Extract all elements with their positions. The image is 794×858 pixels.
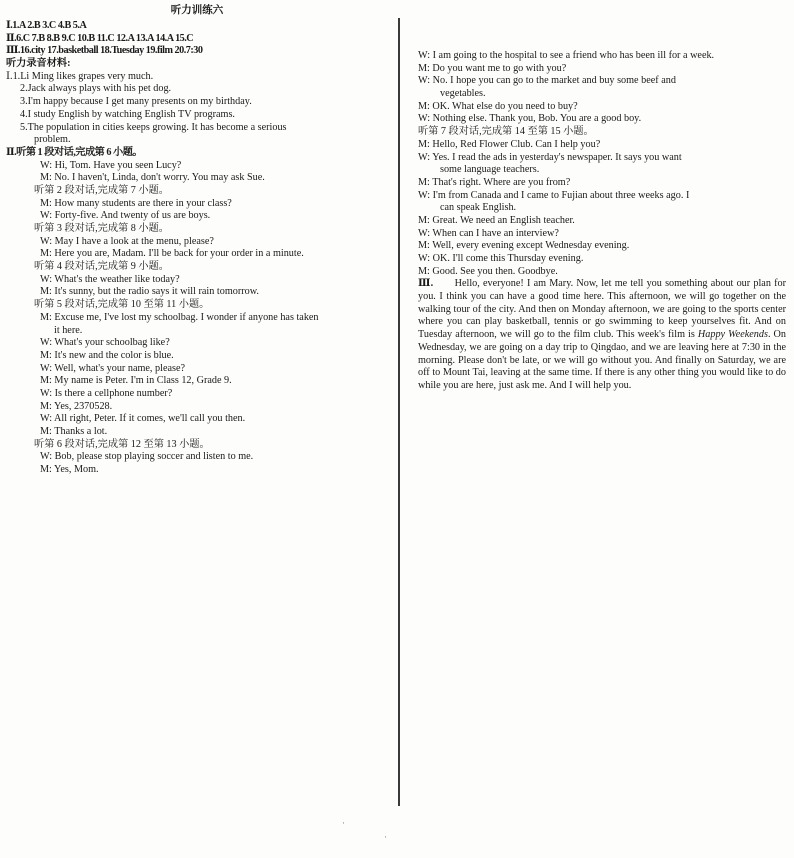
part2-dialogues-right — [418, 50, 786, 278]
sentence: Ⅰ.1.Li Ming likes grapes very much. — [6, 70, 154, 82]
dialogue-continuation: vegetables. — [440, 88, 486, 100]
page-title: 听力训练六 — [170, 5, 224, 16]
dialogue-continuation: some language teachers. — [440, 164, 540, 176]
dialogue-line: W: Is there a cellphone number? — [40, 387, 173, 399]
dialogue-line: M: It's new and the color is blue. — [40, 349, 174, 361]
section-heading: Ⅱ.听第 1 段对话,完成第 6 小题。 — [6, 146, 143, 158]
dialogue-line: W: Hi, Tom. Have you seen Lucy? — [40, 159, 182, 171]
materials-heading: 听力录音材料: — [6, 58, 71, 70]
sentence: 4.I study English by watching English TV programs. — [20, 108, 235, 120]
segment-instruction: 听第 3 段对话,完成第 8 小题。 — [34, 223, 169, 234]
dialogue-continuation: it here. — [54, 324, 83, 336]
film-title: Happy Weekends — [697, 329, 768, 341]
dialogue-line: W: What's your schoolbag like? — [40, 337, 170, 349]
dialogue-continuation: can speak English. — [440, 202, 517, 214]
passage-text-continued: . On Wednesday, we are going on a day trip to Qingdao, and we are leaving here at 7:30 in the morning. Please don't be late, or we will go without you. And finally on Saturday, we are off to Mount Tai, leaving at the same time. If there is any other thing you would like to do while you are here, just ask me. And I will help you. — [418, 329, 786, 391]
left-column — [6, 20, 390, 477]
scan-speck: · — [342, 818, 345, 828]
part2-dialogues-left — [6, 147, 390, 477]
dialogue-line: W: I am going to the hospital to see a friend who has been ill for a week. — [418, 50, 715, 61]
dialogue-line: W: May I have a look at the menu, please? — [40, 235, 214, 247]
dialogue-line: W: OK. I'll come this Thursday evening. — [418, 253, 584, 264]
right-column — [418, 50, 786, 393]
dialogue-line: M: Yes, Mom. — [40, 464, 99, 476]
dialogue-line: W: Yes. I read the ads in yesterday's newspaper. It says you want — [418, 151, 682, 163]
passage-text: Hello, everyone! I am Mary. Now, let me tell you something about our plan for you. I think you can have a good time here. This afternoon, we will go together on the walking tour of the city. And then on Monday afternoon, we are going to the sports center where you can play basketball, tennis or go swimming to keep yourselves fit. And on Tuesday afternoon, we will go to the film club. This week's film is — [418, 278, 787, 341]
dialogue-line: M: Great. We need an English teacher. — [418, 214, 575, 226]
dialogue-line: M: It's sunny, but the radio says it will rain tomorrow. — [40, 286, 259, 298]
sentence: 3.I'm happy because I get many presents on my birthday. — [20, 96, 252, 108]
sentence: 5.The population in cities keeps growing. It has become a serious — [20, 121, 287, 133]
part3-passage — [418, 278, 786, 392]
segment-instruction: 听第 7 段对话,完成第 14 至第 15 小题。 — [418, 126, 594, 138]
dialogue-line: M: That's right. Where are you from? — [418, 176, 571, 188]
segment-instruction: 听第 2 段对话,完成第 7 小题。 — [34, 184, 169, 196]
dialogue-line: M: OK. What else do you need to buy? — [418, 100, 578, 112]
segment-instruction: 听第 6 段对话,完成第 12 至第 13 小题。 — [34, 438, 210, 450]
dialogue-line: M: Good. See you then. Goodbye. — [418, 265, 558, 277]
sentence: 2.Jack always plays with his pet dog. — [20, 83, 172, 95]
dialogue-line: W: Well, what's your name, please? — [40, 362, 186, 374]
dialogue-line: M: Well, every evening except Wednesday evening. — [418, 240, 630, 252]
dialogue-line: M: Yes, 2370528. — [40, 400, 113, 412]
dialogue-line: M: Do you want me to go with you? — [418, 62, 567, 74]
dialogue-line: M: Hello, Red Flower Club. Can I help you? — [418, 138, 601, 150]
dialogue-line: M: Excuse me, I've lost my schoolbag. I wonder if anyone has taken — [40, 311, 319, 323]
dialogue-line: M: My name is Peter. I'm in Class 12, Grade 9. — [40, 375, 232, 387]
segment-instruction: 听第 5 段对话,完成第 10 至第 11 小题。 — [34, 299, 210, 311]
dialogue-line: W: No. I hope you can go to the market and buy some beef and — [418, 75, 676, 87]
dialogue-line: W: What's the weather like today? — [40, 273, 180, 285]
dialogue-line: M: No. I haven't, Linda, don't worry. You may ask Sue. — [40, 172, 265, 184]
answers-part1: Ⅰ.1.A 2.B 3.C 4.B 5.A — [6, 20, 87, 31]
dialogue-line: W: I'm from Canada and I came to Fujian about three weeks ago. I — [418, 189, 690, 201]
dialogue-line: W: Nothing else. Thank you, Bob. You are a good boy. — [418, 113, 642, 125]
part3-label: Ⅲ. — [418, 278, 433, 290]
sentence-continuation: problem. — [34, 134, 71, 146]
dialogue-line: W: Forty-five. And twenty of us are boys. — [40, 210, 211, 222]
dialogue-line: M: How many students are there in your class? — [40, 197, 232, 209]
dialogue-line: W: Bob, please stop playing soccer and listen to me. — [40, 451, 254, 463]
column-divider — [398, 18, 400, 806]
dialogue-line: W: All right, Peter. If it comes, we'll call you then. — [40, 413, 246, 425]
dialogue-line: W: When can I have an interview? — [418, 227, 559, 239]
dialogue-line: M: Here you are, Madam. I'll be back for your order in a minute. — [40, 248, 304, 260]
scan-speck: · — [384, 832, 387, 842]
dialogue-line: M: Thanks a lot. — [40, 426, 108, 437]
answers-part3: Ⅲ.16.city 17.basketball 18.Tuesday 19.film 20.7:30 — [6, 45, 203, 57]
answers-part2: Ⅱ.6.C 7.B 8.B 9.C 10.B 11.C 12.A 13.A 14.A 15.C — [6, 32, 194, 44]
segment-instruction: 听第 4 段对话,完成第 9 小题。 — [34, 261, 169, 273]
part1-sentences — [6, 71, 390, 147]
